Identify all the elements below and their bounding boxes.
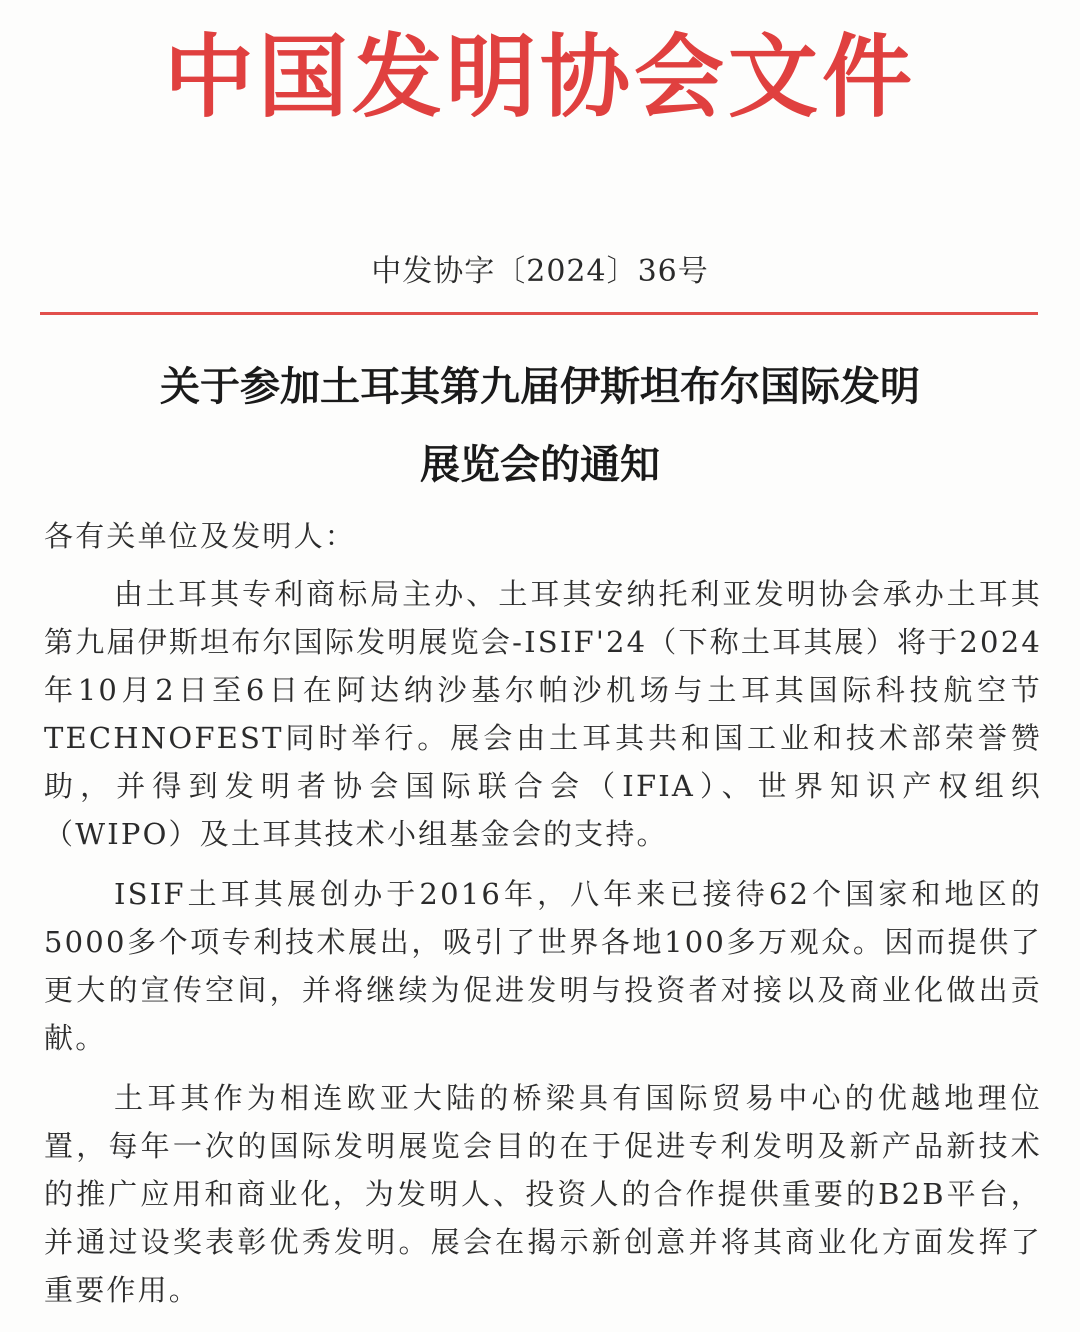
red-divider-line (40, 312, 1038, 315)
paragraph-3: 土耳其作为相连欧亚大陆的桥梁具有国际贸易中心的优越地理位置，每年一次的国际发明展览会目的在于促进专利发明及新产品新技术的推广应用和商业化，为发明人、投资人的合作提供重要的B2B平台，并通过设奖表彰优秀发明。展会在揭示新创意并将其商业化方面发挥了重要作用。 (44, 1081, 1042, 1307)
notice-body (44, 512, 1042, 1314)
notice-title-line-1: 关于参加土耳其第九届伊斯坦布尔国际发明 (160, 364, 920, 410)
notice-title-line-2: 展览会的通知 (420, 442, 660, 488)
masthead-title: 中国发明协会文件 (164, 24, 916, 130)
paragraph-2: ISIF土耳其展创办于2016年，八年来已接待62个国家和地区的5000多个项专利技术展出，吸引了世界各地100多万观众。因而提供了更大的宣传空间，并将继续为促进发明与投资者对接以及商业化做出贡献。 (44, 877, 1042, 1055)
document-number: 中发协字〔2024〕36号 (371, 254, 709, 289)
notice-title (40, 348, 1040, 504)
paragraph-1: 由土耳其专利商标局主办、土耳其安纳托利亚发明协会承办土耳其第九届伊斯坦布尔国际发明展览会-ISIF'24（下称土耳其展）将于2024年10月2日至6日在阿达纳沙基尔帕沙机场与土耳其国际科技航空节TECHNOFEST同时举行。展会由土耳其共和国工业和技术部荣誉赞助，并得到发明者协会国际联合会（IFIA）、世界知识产权组织（WIPO）及土耳其技术小组基金会的支持。 (44, 577, 1042, 851)
salutation: 各有关单位及发明人： (44, 519, 357, 553)
